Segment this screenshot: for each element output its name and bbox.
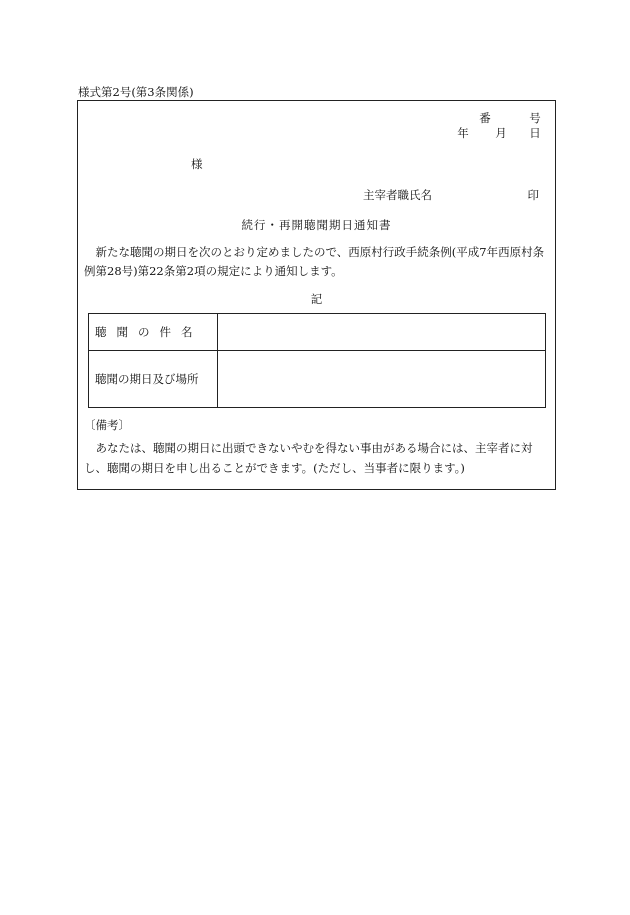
go-label: 号 <box>529 111 541 125</box>
remarks-heading: 〔備考〕 <box>84 418 130 432</box>
hearing-subject-label: 聴聞の件名 <box>89 314 218 351</box>
day-label: 日 <box>529 126 541 140</box>
document-number-row <box>469 110 541 126</box>
host-name-label: 主宰者職氏名 <box>363 188 432 202</box>
notice-body: 新たな聴聞の期日を次のとおり定めましたので、西原村行政手続条例(平成7年西原村条例第28号)第22条第2項の規定により通知します。 <box>84 245 545 278</box>
form-number-label: 様式第2号(第3条関係) <box>78 85 194 99</box>
hearing-date-place-value <box>218 351 546 408</box>
ban-label: 番 <box>479 111 491 125</box>
month-label: 月 <box>495 126 507 140</box>
year-label: 年 <box>457 126 469 140</box>
ki-heading: 記 <box>310 292 323 306</box>
document-title: 続行・再開聴聞期日通知書 <box>241 218 392 232</box>
table-row <box>89 314 546 351</box>
table-row <box>89 351 546 408</box>
notice-frame <box>77 100 556 490</box>
hearing-info-table <box>88 313 546 408</box>
hearing-subject-value <box>218 314 546 351</box>
addressee-suffix: 様 <box>191 157 203 171</box>
seal-mark: 印 <box>527 188 539 202</box>
hearing-date-place-label: 聴聞の期日及び場所 <box>89 351 218 408</box>
remarks-text: あなたは、聴聞の期日に出頭できないやむを得ない事由がある場合には、主宰者に対し、聴聞の期日を申し出ることができます。(ただし、当事者に限ります。) <box>84 441 533 475</box>
date-row <box>457 125 541 141</box>
